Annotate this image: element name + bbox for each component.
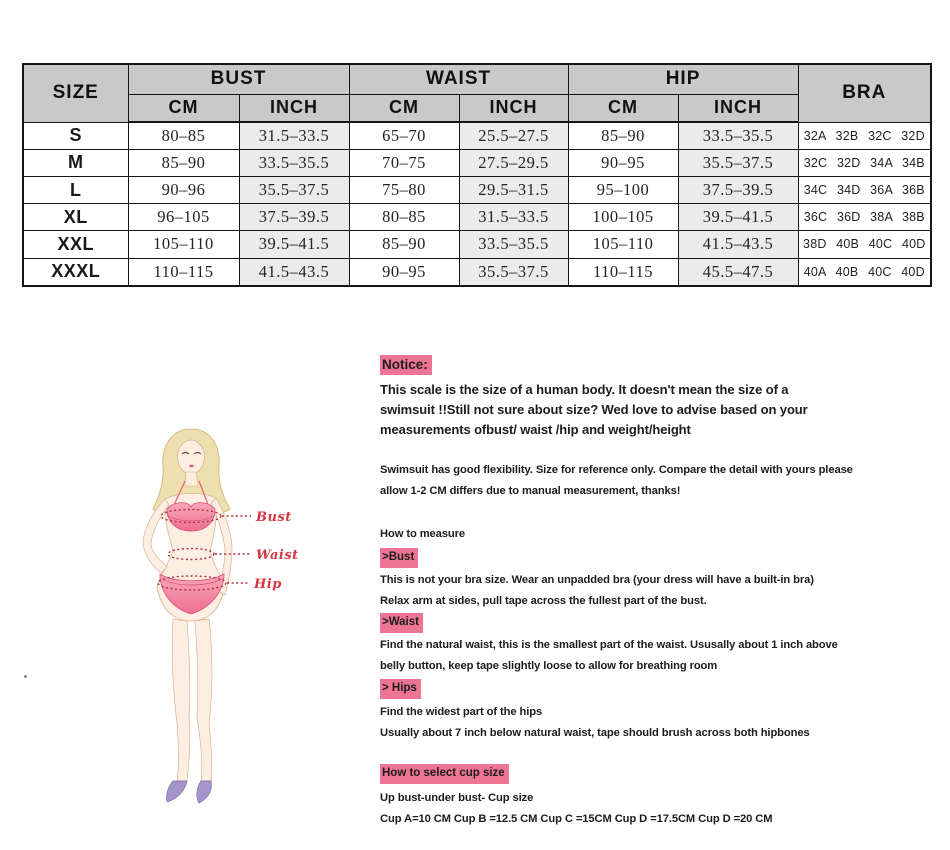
size-cell: S bbox=[23, 122, 128, 149]
table-row-xxl bbox=[23, 231, 931, 258]
hip-inch-cell: 33.5–35.5 bbox=[678, 122, 798, 149]
col-header-hip: HIP bbox=[568, 64, 798, 94]
cup-line: Up bust-under bust- Cup size bbox=[380, 792, 534, 804]
bust-line: This is not your bra size. Wear an unpadded bra (your dress will have a built-in bra) bbox=[380, 574, 814, 586]
table-header-row-2 bbox=[23, 94, 931, 122]
hips-heading: > Hips bbox=[380, 679, 421, 699]
figure-right-leg bbox=[195, 619, 212, 781]
bust-cm-cell: 96–105 bbox=[128, 204, 239, 231]
waist-cm-cell: 80–85 bbox=[349, 204, 459, 231]
figure-right-shoe bbox=[197, 781, 212, 803]
waist-cm-cell: 65–70 bbox=[349, 122, 459, 149]
table-row-m bbox=[23, 149, 931, 176]
hips-heading-row bbox=[380, 679, 942, 699]
bra-cell: 40A 40B 40C 40D bbox=[798, 258, 931, 286]
waist-instructions bbox=[380, 635, 942, 677]
bra-cell: 32C 32D 34A 34B bbox=[798, 149, 931, 176]
notice-paragraph bbox=[380, 380, 942, 440]
col-header-size: SIZE bbox=[23, 64, 128, 122]
bra-cell: 36C 36D 38A 38B bbox=[798, 204, 931, 231]
size-cell: L bbox=[23, 176, 128, 203]
bust-cm-cell: 80–85 bbox=[128, 122, 239, 149]
bust-cm-cell: 85–90 bbox=[128, 149, 239, 176]
figure-left-shoe bbox=[166, 781, 187, 802]
hip-cm-cell: 105–110 bbox=[568, 231, 678, 258]
bra-cell: 34C 34D 36A 36B bbox=[798, 176, 931, 203]
waist-cm-cell: 90–95 bbox=[349, 258, 459, 286]
hips-instructions bbox=[380, 702, 942, 744]
waist-cm-cell: 85–90 bbox=[349, 231, 459, 258]
flexibility-line: Swimsuit has good flexibility. Size for reference only. Compare the detail with yours please bbox=[380, 464, 853, 476]
size-guide-text bbox=[380, 352, 942, 830]
bust-inch-cell: 37.5–39.5 bbox=[239, 204, 349, 231]
table-row-xxxl bbox=[23, 258, 931, 286]
hip-inch-cell: 39.5–41.5 bbox=[678, 204, 798, 231]
bust-cm-cell: 110–115 bbox=[128, 258, 239, 286]
bust-line: Relax arm at sides, pull tape across the fullest part of the bust. bbox=[380, 595, 707, 607]
figure-label-waist: Waist bbox=[256, 548, 299, 563]
hips-line: Find the widest part of the hips bbox=[380, 706, 543, 718]
subheader-hip-cm: CM bbox=[568, 94, 678, 122]
hip-inch-cell: 35.5–37.5 bbox=[678, 149, 798, 176]
stray-dot-artifact bbox=[24, 675, 27, 678]
hip-inch-cell: 37.5–39.5 bbox=[678, 176, 798, 203]
hips-line: Usually about 7 inch below natural waist, tape should brush across both hipbones bbox=[380, 727, 810, 739]
col-header-bra: BRA bbox=[798, 64, 931, 122]
size-cell: XL bbox=[23, 204, 128, 231]
waist-inch-cell: 25.5–27.5 bbox=[459, 122, 568, 149]
bust-instructions bbox=[380, 570, 942, 612]
table-row-s bbox=[23, 122, 931, 149]
hip-inch-cell: 41.5–43.5 bbox=[678, 231, 798, 258]
bust-cm-cell: 90–96 bbox=[128, 176, 239, 203]
bust-inch-cell: 41.5–43.5 bbox=[239, 258, 349, 286]
waist-inch-cell: 35.5–37.5 bbox=[459, 258, 568, 286]
waist-line: Find the natural waist, this is the smallest part of the waist. Ususally about 1 inch above bbox=[380, 639, 838, 651]
hip-cm-cell: 110–115 bbox=[568, 258, 678, 286]
flexibility-paragraph bbox=[380, 460, 942, 502]
col-header-bust: BUST bbox=[128, 64, 349, 94]
cup-size-heading: How to select cup size bbox=[380, 764, 509, 784]
subheader-waist-cm: CM bbox=[349, 94, 459, 122]
bra-cell: 38D 40B 40C 40D bbox=[798, 231, 931, 258]
bust-cm-cell: 105–110 bbox=[128, 231, 239, 258]
size-cell: XXL bbox=[23, 231, 128, 258]
figure-label-bust: Bust bbox=[256, 510, 292, 525]
hip-inch-cell: 45.5–47.5 bbox=[678, 258, 798, 286]
bust-inch-cell: 31.5–33.5 bbox=[239, 122, 349, 149]
size-cell: M bbox=[23, 149, 128, 176]
figure-left-arm bbox=[143, 499, 169, 573]
figure-neck bbox=[185, 472, 198, 486]
bust-inch-cell: 39.5–41.5 bbox=[239, 231, 349, 258]
waist-line: belly button, keep tape slightly loose to allow for breathing room bbox=[380, 660, 718, 672]
waist-inch-cell: 27.5–29.5 bbox=[459, 149, 568, 176]
figure-label-hip: Hip bbox=[254, 577, 282, 592]
notice-line: measurements ofbust/ waist /hip and weight/height bbox=[380, 422, 691, 437]
figure-illustration bbox=[103, 423, 373, 818]
table-row-l bbox=[23, 176, 931, 203]
subheader-hip-inch: INCH bbox=[678, 94, 798, 122]
cup-size-heading-row bbox=[380, 764, 942, 784]
notice-line: swimsuit !!Still not sure about size? Wed love to advise based on your bbox=[380, 402, 808, 417]
size-cell: XXXL bbox=[23, 258, 128, 286]
hip-cm-cell: 95–100 bbox=[568, 176, 678, 203]
notice-line: This scale is the size of a human body. It doesn't mean the size of a bbox=[380, 382, 789, 397]
bust-heading: >Bust bbox=[380, 548, 418, 568]
notice-heading: Notice: bbox=[380, 355, 432, 375]
measurement-figure bbox=[103, 423, 373, 818]
hip-cm-cell: 85–90 bbox=[568, 122, 678, 149]
bra-cell: 32A 32B 32C 32D bbox=[798, 122, 931, 149]
cup-line: Cup A=10 CM Cup B =12.5 CM Cup C =15CM Cup D =17.5CM Cup D =20 CM bbox=[380, 813, 773, 825]
waist-cm-cell: 75–80 bbox=[349, 176, 459, 203]
waist-heading-row bbox=[380, 613, 942, 633]
flexibility-line: allow 1-2 CM differs due to manual measurement, thanks! bbox=[380, 485, 681, 497]
figure-head bbox=[178, 440, 205, 474]
waist-inch-cell: 33.5–35.5 bbox=[459, 231, 568, 258]
subheader-waist-inch: INCH bbox=[459, 94, 568, 122]
how-to-measure-title: How to measure bbox=[380, 528, 466, 540]
table-header-row-1 bbox=[23, 64, 931, 94]
waist-cm-cell: 70–75 bbox=[349, 149, 459, 176]
bust-inch-cell: 33.5–35.5 bbox=[239, 149, 349, 176]
table-row-xl bbox=[23, 204, 931, 231]
size-chart-table bbox=[22, 63, 932, 287]
notice-heading-row bbox=[380, 355, 942, 375]
bust-inch-cell: 35.5–37.5 bbox=[239, 176, 349, 203]
subheader-bust-inch: INCH bbox=[239, 94, 349, 122]
figure-left-leg bbox=[172, 619, 190, 781]
bust-heading-row bbox=[380, 548, 942, 568]
waist-heading: >Waist bbox=[380, 613, 423, 633]
hip-cm-cell: 100–105 bbox=[568, 204, 678, 231]
waist-inch-cell: 29.5–31.5 bbox=[459, 176, 568, 203]
subheader-bust-cm: CM bbox=[128, 94, 239, 122]
waist-inch-cell: 31.5–33.5 bbox=[459, 204, 568, 231]
col-header-waist: WAIST bbox=[349, 64, 568, 94]
cup-size-instructions bbox=[380, 788, 942, 830]
hip-cm-cell: 90–95 bbox=[568, 149, 678, 176]
